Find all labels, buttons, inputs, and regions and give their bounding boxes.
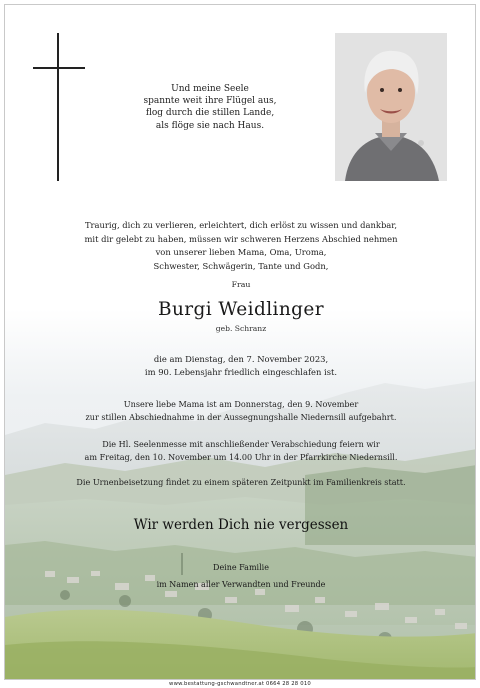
poem-line: als flöge sie nach Haus. (155, 120, 265, 131)
cross-icon-horizontal (33, 67, 85, 69)
family-line: Deine Familie (213, 563, 269, 572)
poem-line: Und meine Seele (171, 84, 249, 94)
poem-line: spannte weit ihre Flügel aus, (143, 96, 277, 107)
obituary-card (4, 4, 476, 680)
viewing-line: Unsere liebe Mama ist am Donnerstag, den 9. November (123, 399, 359, 409)
urn-notice (5, 476, 476, 489)
death-line: im 90. Lebensjahr friedlich eingeschlafen ist. (144, 367, 338, 378)
family-signature (5, 560, 476, 593)
intro-text (45, 219, 437, 273)
deceased-name: Burgi Weidlinger (158, 299, 324, 320)
mass-line: am Freitag, den 10. November um 14.00 Uhr in der Pfarrkirche Niedernsill. (84, 451, 398, 462)
intro-line: Schwester, Schwägerin, Tante und Godn, (153, 260, 329, 271)
death-notice (5, 353, 476, 379)
poem-line: flog durch die stillen Lande, (145, 108, 275, 119)
motto: Wir werden Dich nie vergessen (133, 517, 349, 533)
family-line: im Namen aller Verwandten und Freunde (156, 579, 326, 589)
death-line: die am Dienstag, den 7. November 2023, (153, 354, 329, 364)
salutation: Frau (231, 280, 251, 289)
urn-line: Die Urnenbeisetzung findet zu einem späteren Zeitpunkt im Familienkreis statt. (76, 477, 406, 487)
viewing-line: zur stillen Abschiednahme in der Aussegnungshalle Niedernsill aufgebahrt. (85, 411, 397, 422)
intro-line: mit dir gelebt zu haben, müssen wir schweren Herzens Abschied nehmen (84, 233, 398, 244)
viewing-notice (5, 398, 476, 424)
mass-line: Die Hl. Seelenmesse mit anschließender Verabschiedung feiern wir (102, 439, 380, 449)
portrait-photo (335, 33, 447, 181)
mass-notice (5, 438, 476, 464)
intro-line: Traurig, dich zu verlieren, erleichtert, dich erlöst zu wissen und dankbar, (84, 220, 398, 230)
maiden-name: geb. Schranz (215, 324, 267, 333)
footer-contact: www.bestattung-gschwandtner.at 0664 28 28 010 (169, 681, 311, 687)
poem (115, 83, 305, 132)
cross-icon-vertical (57, 33, 59, 181)
intro-line: von unserer lieben Mama, Oma, Uroma, (155, 247, 327, 258)
